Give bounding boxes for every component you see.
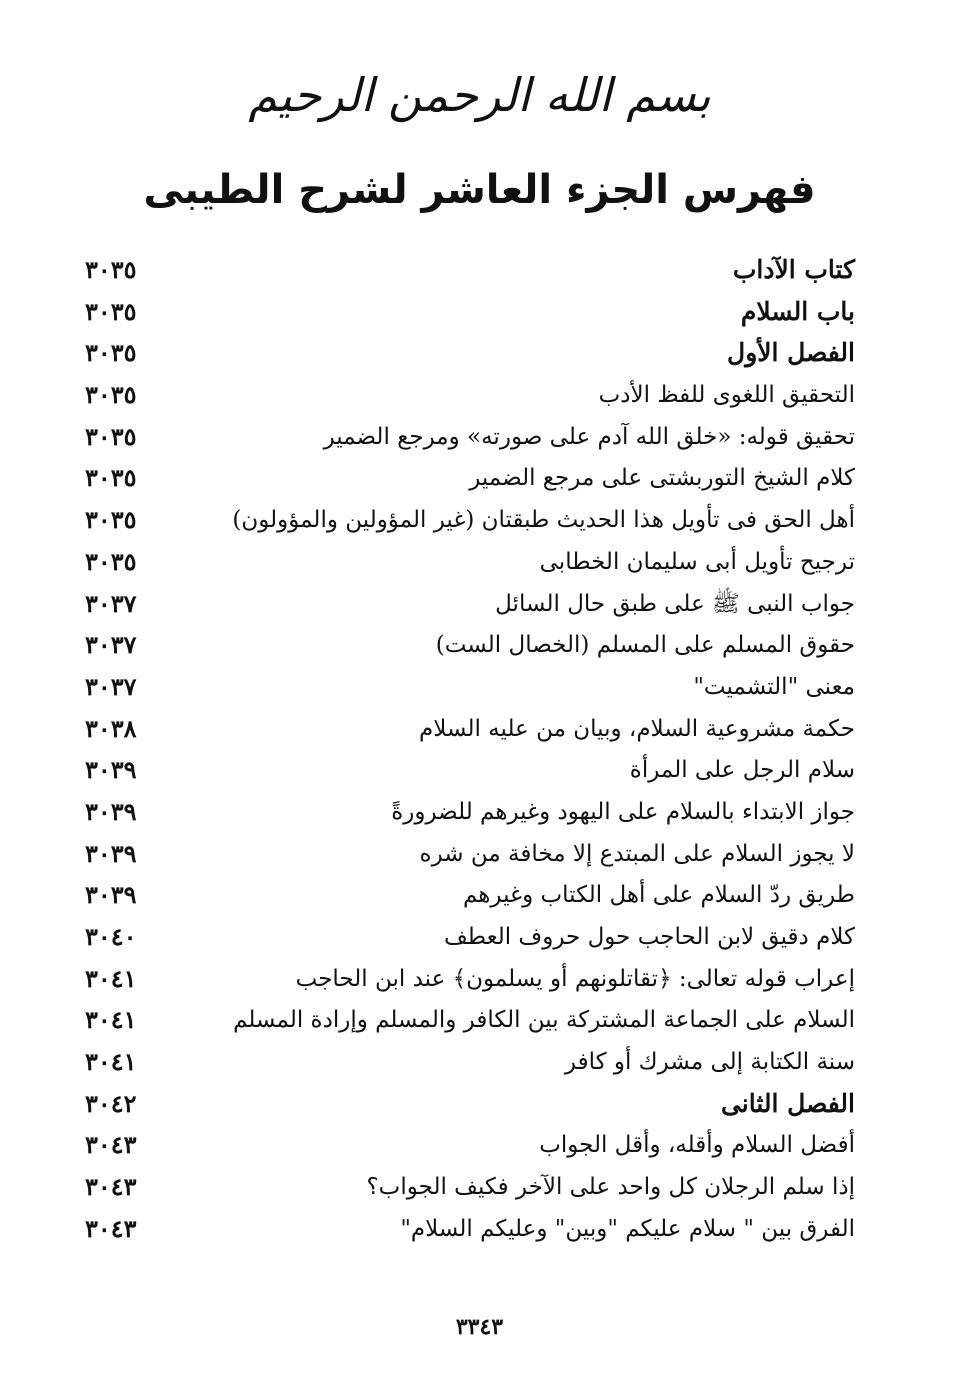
toc-entry [85,625,855,667]
page-number: ٣٣٤٣ [455,1314,504,1340]
toc-entry-page: ٣٠٣٩ [85,838,137,868]
toc-entry [85,709,855,751]
toc-entry-title: التحقيق اللغوى للفظ الأدب [598,382,855,409]
toc-entry-title: تحقيق قوله: «خلق الله آدم على صورته» ومرجع الضمير [323,423,855,450]
toc-entry [85,750,855,792]
toc-entry-title: إذا سلم الرجلان كل واحد على الآخر فكيف الجواب؟ [366,1174,855,1201]
toc-entry-page: ٣٠٣٥ [85,255,137,284]
toc-entry-page: ٣٠٣٥ [85,338,137,368]
toc-entry-page: ٣٠٣٥ [85,296,137,326]
toc-entry-page: ٣٠٣٧ [85,588,137,618]
toc-entry-page: ٣٠٤١ [85,1047,137,1077]
toc-entry-page: ٣٠٣٩ [85,796,137,826]
toc-entry-title: السلام على الجماعة المشتركة بين الكافر والمسلم وإرادة المسلم [233,1007,855,1034]
toc-entry-page: ٣٠٣٥ [85,505,137,535]
toc-entry-page: ٣٠٤٢ [85,1088,137,1118]
toc-entry [85,458,855,500]
toc-entry-page: ٣٠٤٣ [85,1172,137,1202]
toc-entry-title: الفصل الثانى [720,1088,855,1118]
toc-entry [85,375,855,417]
toc-entry [85,875,855,917]
toc-entry-title: جواز الابتداء بالسلام على اليهود وغيرهم للضرورةً [391,798,855,825]
toc-entry-page: ٣٠٤١ [85,963,137,993]
toc-entry [85,792,855,834]
toc-entry-title: حقوق المسلم على المسلم (الخصال الست) [435,632,855,659]
toc-entry [85,500,855,542]
toc-entry-page: ٣٠٣٧ [85,671,137,701]
toc-entry-page: ٣٠٣٥ [85,421,137,451]
toc-entry-title: لا يجوز السلام على المبتدع إلا مخافة من شره [419,840,855,867]
toc-entry-title: معنى "التشميت" [693,673,855,700]
toc-entry-title: سنة الكتابة إلى مشرك أو كافر [564,1049,855,1076]
toc-entry [85,1209,855,1251]
toc-entry-title: حكمة مشروعية السلام، وبيان من عليه السلام [418,715,855,742]
toc-entry [85,917,855,959]
toc-entry-title: الفرق بين " سلام عليكم "وبين" وعليكم السلام" [400,1215,855,1242]
toc-entry-title: جواب النبى ﷺ على طبق حال السائل [495,590,855,617]
toc-entry [85,292,855,334]
toc-entry-page: ٣٠٣٨ [85,713,137,743]
toc-entry-title: أفضل السلام وأقله، وأقل الجواب [539,1132,855,1159]
toc-entry-page: ٣٠٤١ [85,1005,137,1035]
toc-entry-title: سلام الرجل على المرأة [629,757,855,784]
toc-entry [85,333,855,375]
toc-entry-title: كتاب الآداب [732,255,855,284]
toc-entry [85,250,855,292]
toc-entry [85,1042,855,1084]
toc-entry-page: ٣٠٤٣ [85,1130,137,1160]
toc-entry-page: ٣٠٣٥ [85,546,137,576]
toc-entry [85,542,855,584]
toc-entry-page: ٣٠٣٧ [85,630,137,660]
toc-entry-title: إعراب قوله تعالى: ﴿تقاتلونهم أو يسلمون﴾ عند ابن الحاجب [295,965,855,992]
toc-entry [85,1125,855,1167]
toc-entry-title: الفصل الأول [727,338,855,368]
toc-entry-title: طريق ردّ السلام على أهل الكتاب وغيرهم [462,882,855,909]
toc-entry [85,1167,855,1209]
toc-entry-page: ٣٠٣٩ [85,880,137,910]
toc-entry [85,1000,855,1042]
basmala: بسم الله الرحمن الرحيم [248,68,711,122]
toc-entry-title: كلام الشيخ التوربشتى على مرجع الضمير [469,465,855,492]
toc-entry [85,417,855,459]
toc-entry-page: ٣٠٣٩ [85,755,137,785]
table-of-contents [85,250,855,1251]
toc-entry [85,667,855,709]
page-title: فهرس الجزء العاشر لشرح الطيبى [143,167,816,213]
toc-entry-page: ٣٠٤٣ [85,1213,137,1243]
toc-entry-page: ٣٠٤٠ [85,922,137,951]
toc-entry-page: ٣٠٣٥ [85,380,137,410]
toc-entry [85,584,855,626]
toc-entry [85,834,855,876]
toc-entry-title: كلام دقيق لابن الحاجب حول حروف العطف [443,924,855,950]
toc-entry-title: ترجيح تأويل أبى سليمان الخطابى [539,548,855,575]
toc-entry-title: أهل الحق فى تأويل هذا الحديث طبقتان (غير المؤولين والمؤولون) [232,507,855,534]
toc-entry-title: باب السلام [740,296,855,326]
toc-entry [85,959,855,1001]
toc-entry-page: ٣٠٣٥ [85,463,137,493]
toc-entry [85,1084,855,1126]
